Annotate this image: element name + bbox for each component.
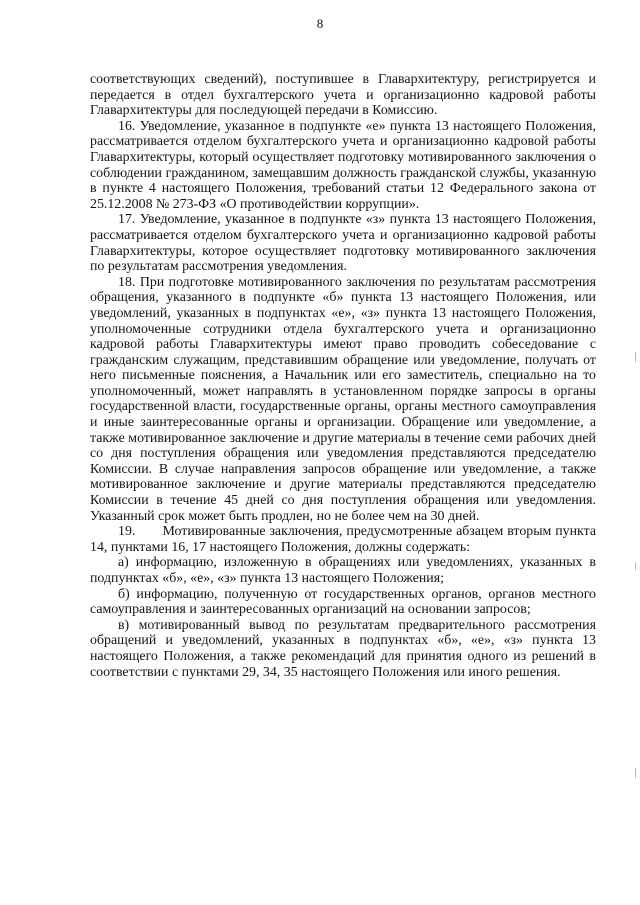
page-number: 8 [316, 16, 324, 31]
scan-edge-mark [635, 352, 636, 362]
paragraph-19: 19. Мотивированные заключения, предусмотренные абзацем вторым пункта 14, пунктами 16, 17 настоящего Положения, должны содержать: [90, 524, 600, 555]
paragraph-15-continuation: соответствующих сведений), поступившее в Главархитектуру, регистрируется и передается в отдел бухгалтерского учета и организационно кадровой работы Главархитектуры для последующей передачи в Комиссию. [90, 72, 596, 119]
paragraph-19-c: в) мотивированный вывод по результатам предварительного рассмотрения обращений и уведомлений, указанных в подпунктах «б», «е», «з» пункта 13 настоящего Положения, а также рекомендаций для принятия одного из решений в соответствии с пунктами 29, 34, 35 настоящего Положения или иного решения. [90, 617, 596, 680]
paragraph-16: 16. Уведомление, указанное в подпункте «е» пункта 13 настоящего Положения, рассматривается отделом бухгалтерского учета и организационно кадровой работы Главархитектуры, который осуществляет подготовку мотивированного заключения о соблюдении гражданином, замещавшим должность гражданской службы, указанную в пункте 4 настоящего Положения, требований статьи 12 Федерального закона от 25.12.2008 № 273-ФЗ «О противодействии коррупции». [90, 118, 596, 212]
paragraph-19-b: б) информацию, полученную от государственных органов, органов местного самоуправления и заинтересованных организаций на основании запросов; [90, 586, 596, 618]
document-body [90, 72, 600, 680]
paragraph-19-a: а) информацию, изложенную в обращениях или уведомлениях, указанных в подпунктах «б», «е», «з» пункта 13 настоящего Положения; [90, 555, 596, 586]
paragraph-18: 18. При подготовке мотивированного заключения по результатам рассмотрения обращения, указанного в подпункте «б» пункта 13 настоящего Положения, или уведомлений, указанных в подпунктах «е», «з» пункта 13 настоящего Положения, уполномоченные сотрудники отдела бухгалтерского учета и организационно кадровой работы Главархитектуры имеют право проводить собеседование с гражданским служащим, представившим обращение или уведомление, получать от него письменные пояснения, а Начальник или его заместитель, специально на то уполномоченный, может направлять в установленном порядке запросы в органы государственной власти, государственные органы, органы местного самоуправления и иные заинтересованные органы и организации. Обращение или уведомление, а также мотивированное заключение и другие материалы в течение семи рабочих дней со дня поступления обращения или уведомления представляются председателю Комиссии. В случае направления запросов обращение или уведомление, а также мотивированное заключение и другие материалы представляются председателю Комиссии в течение 45 дней со дня поступления обращения или уведомления. Указанный срок может быть продлен, но не более чем на 30 дней. [90, 274, 596, 524]
scan-edge-mark [635, 562, 636, 570]
scan-edge-mark [635, 768, 636, 778]
paragraph-17: 17. Уведомление, указанное в подпункте «з» пункта 13 настоящего Положения, рассматривается отделом бухгалтерского учета и организационно кадровой работы Главархитектуры, которое осуществляет подготовку мотивированного заключения по результатам рассмотрения уведомления. [90, 212, 596, 275]
